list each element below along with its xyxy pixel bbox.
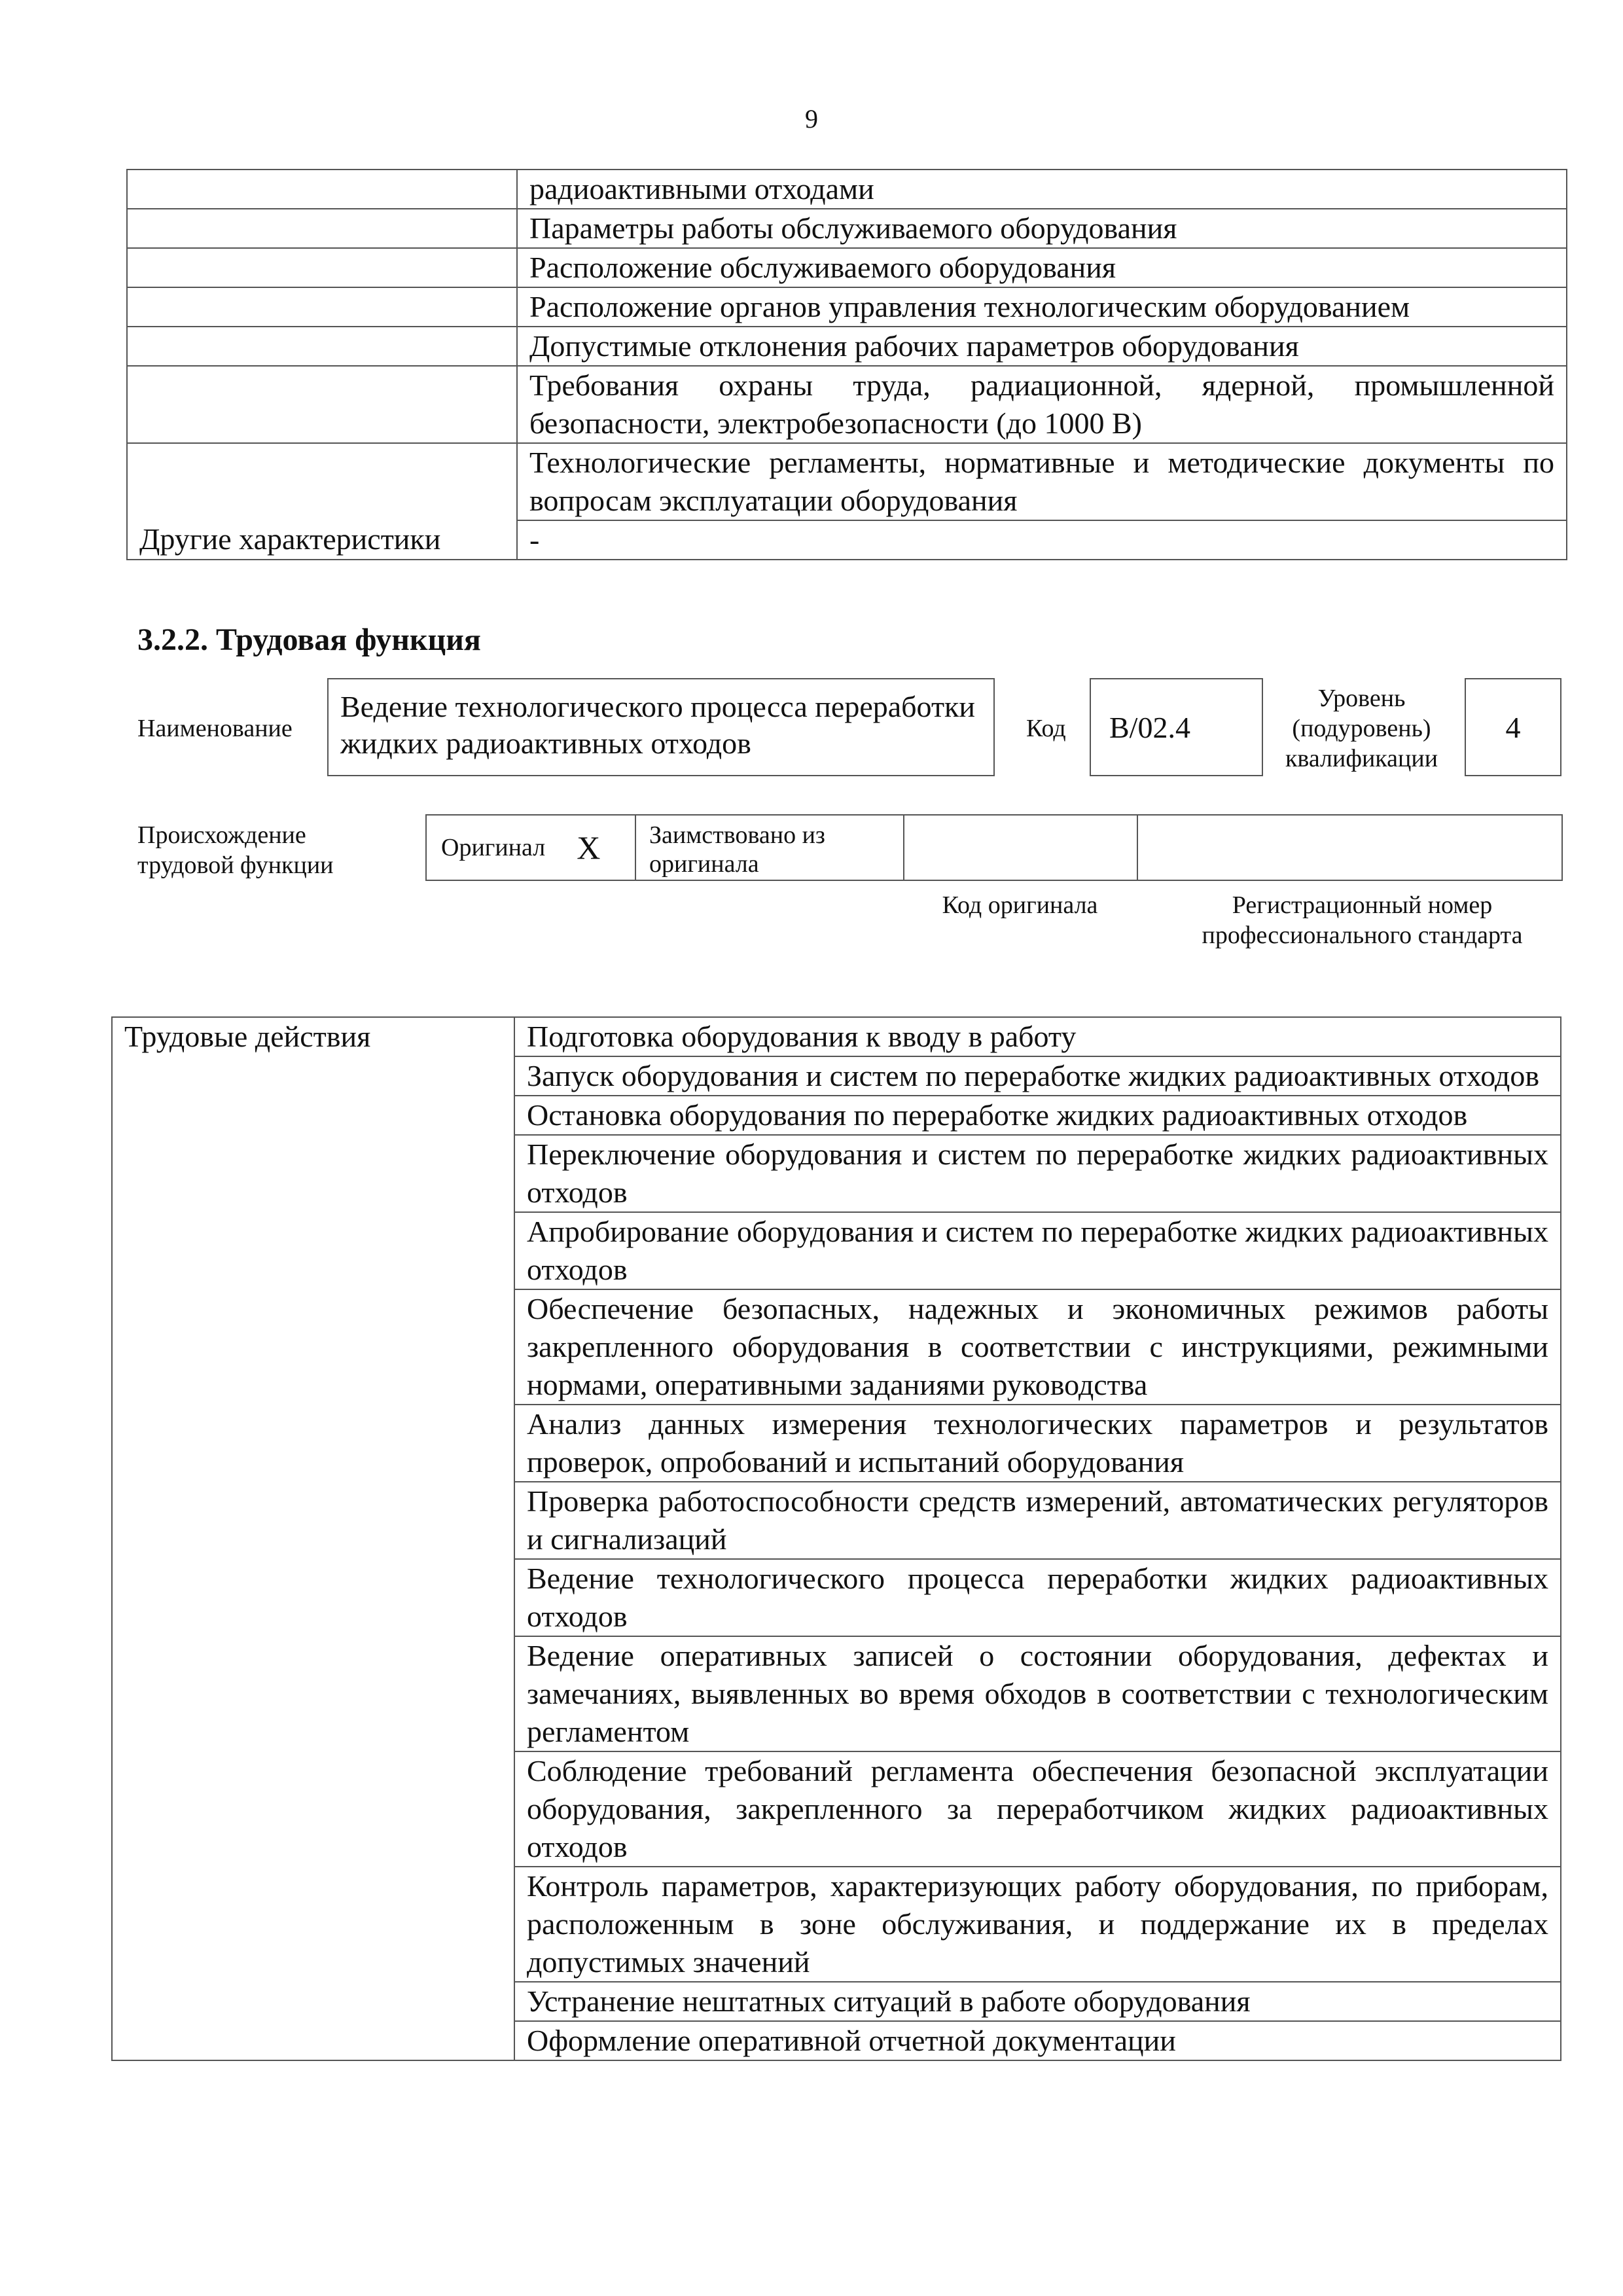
table-row: Устранение нештатных ситуаций в работе оборудования — [514, 1982, 1561, 2021]
borrowed-cell — [636, 816, 904, 880]
table-cell-empty — [127, 443, 517, 520]
code-label: Код — [1026, 715, 1066, 742]
level-label-line: Уровень — [1317, 685, 1406, 712]
table-cell-empty — [127, 287, 517, 327]
table-row: Переключение оборудования и систем по переработке жидких радиоактивных отходов — [514, 1135, 1561, 1212]
table-row: Параметры работы обслуживаемого оборудования — [517, 209, 1567, 248]
table-row: Апробирование оборудования и систем по переработке жидких радиоактивных отходов — [514, 1212, 1561, 1289]
borrowed-label-line: Заимствовано из — [649, 821, 825, 849]
table-row: Расположение обслуживаемого оборудования — [517, 248, 1567, 287]
table-row: Ведение оперативных записей о состоянии оборудования, дефектах и замечаниях, выявленных во время обходов в соответствии с технологическим регламентом — [514, 1636, 1561, 1751]
origin-label — [137, 820, 334, 880]
table-row: Требования охраны труда, радиационной, ядерной, промышленной безопасности, электробезопасности (до 1000 В) — [517, 366, 1567, 443]
table-row: Контроль параметров, характеризующих работу оборудования, по приборам, расположенным в зоне обслуживания, и поддержание их в пределах допустимых значений — [514, 1867, 1561, 1982]
name-label: Наименование — [137, 715, 293, 742]
table-row: Оформление оперативной отчетной документации — [514, 2021, 1561, 2060]
table-row: Технологические регламенты, нормативные и методические документы по вопросам эксплуатации оборудования — [517, 443, 1567, 520]
borrowed-label-line: оригинала — [649, 850, 759, 878]
other-characteristics-value: - — [517, 520, 1567, 560]
level-label — [1275, 683, 1448, 774]
table-cell-empty — [127, 170, 517, 209]
table-row: Ведение технологического процесса переработки жидких радиоактивных отходов — [514, 1559, 1561, 1636]
origin-label-line: Происхождение — [137, 821, 306, 849]
table-row: Допустимые отклонения рабочих параметров оборудования — [517, 327, 1567, 366]
table-cell-empty — [127, 327, 517, 366]
table-row: радиоактивными отходами — [517, 170, 1567, 209]
table-row: Проверка работоспособности средств измерений, автоматических регуляторов и сигнализаций — [514, 1482, 1561, 1559]
table-row: Расположение органов управления технологическим оборудованием — [517, 287, 1567, 327]
characteristics-table — [126, 169, 1567, 560]
table-cell-empty — [127, 366, 517, 443]
origin-box — [425, 814, 1563, 881]
origin-label-line: трудовой функции — [137, 852, 334, 879]
original-cell — [427, 816, 636, 880]
labor-actions-label: Трудовые действия — [112, 1017, 514, 2060]
table-row: Обеспечение безопасных, надежных и экономичных режимов работы закрепленного оборудования в соответствии с инструкциями, режимными нормами, оперативными заданиями руководства — [514, 1289, 1561, 1405]
table-row: Подготовка оборудования к вводу в работу — [514, 1017, 1561, 1056]
table-cell-empty — [127, 248, 517, 287]
level-label-line: (подуровень) — [1292, 715, 1431, 742]
level-label-line: квалификации — [1285, 745, 1438, 772]
table-row: Остановка оборудования по переработке жидких радиоактивных отходов — [514, 1096, 1561, 1135]
labor-actions-table — [111, 1016, 1561, 2061]
function-name-field: Ведение технологического процесса переработки жидких радиоактивных отходов — [327, 678, 995, 776]
registration-caption — [1162, 890, 1563, 950]
registration-caption-line: Регистрационный номер — [1232, 891, 1493, 919]
registration-number-cell — [1138, 816, 1561, 880]
table-row: Запуск оборудования и систем по переработке жидких радиоактивных отходов — [514, 1056, 1561, 1096]
other-characteristics-label: Другие характеристики — [127, 520, 517, 560]
section-heading: 3.2.2. Трудовая функция — [137, 622, 481, 657]
registration-caption-line: профессионального стандарта — [1202, 922, 1523, 949]
code-field: B/02.4 — [1090, 678, 1263, 776]
original-mark: X — [577, 829, 601, 866]
level-field: 4 — [1465, 678, 1561, 776]
table-row: Анализ данных измерения технологических параметров и результатов проверок, опробований и испытаний оборудования — [514, 1405, 1561, 1482]
table-cell-empty — [127, 209, 517, 248]
original-code-caption: Код оригинала — [942, 891, 1098, 919]
table-row: Соблюдение требований регламента обеспечения безопасной эксплуатации оборудования, закрепленного за переработчиком жидких радиоактивных отходов — [514, 1751, 1561, 1867]
page-number: 9 — [805, 104, 818, 134]
original-code-cell — [904, 816, 1138, 880]
original-label: Оригинал — [441, 834, 546, 861]
